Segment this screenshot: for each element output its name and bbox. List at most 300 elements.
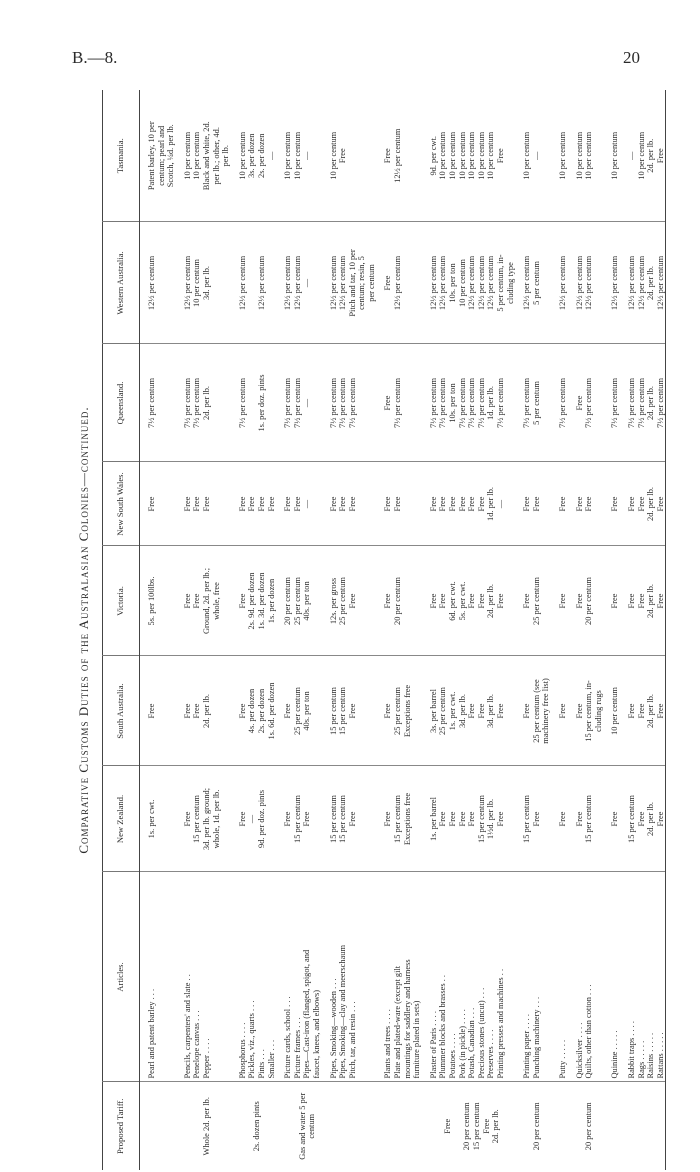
spacer-cell	[515, 656, 522, 766]
duty-value: Free	[192, 496, 202, 512]
duty-value: 12½ per centum	[438, 255, 448, 311]
spacer-cell	[422, 766, 429, 872]
spacer-cell	[515, 766, 522, 872]
duty-value: —	[266, 151, 276, 160]
table-row	[238, 90, 276, 1170]
duty-value: Free	[655, 811, 665, 827]
article-name: Picture cards, school . . .	[283, 996, 293, 1079]
table-row	[522, 90, 551, 1170]
table-row	[147, 90, 176, 1170]
spacer-cell	[276, 90, 283, 222]
spacer-cell	[276, 872, 283, 1082]
proposed-tariff-line	[453, 1086, 463, 1168]
duty-value: Free	[467, 811, 477, 827]
queensland-cell	[610, 344, 620, 462]
duty-value: 10 per centum	[292, 131, 302, 180]
duty-value	[403, 93, 413, 219]
tasmania-cell	[183, 90, 231, 222]
duty-value	[247, 226, 257, 341]
table-row	[627, 90, 666, 1170]
duty-value: Free	[237, 593, 247, 609]
queensland-cell	[522, 344, 551, 462]
duty-value: 40s. per ton	[302, 691, 312, 731]
duty-value: Free	[522, 593, 532, 609]
proposed-tariff-line	[610, 1086, 620, 1168]
south-australia-cell	[558, 656, 568, 766]
duty-value: Free	[292, 496, 302, 512]
duty-value: 1d. per lb.	[486, 386, 496, 420]
spacer-cell	[276, 344, 283, 462]
duty-value	[403, 348, 413, 459]
spacer-cell	[231, 766, 238, 872]
duty-value: 7½ per centum	[636, 378, 646, 429]
duty-value: 5s. per 100lbs.	[147, 576, 156, 626]
column-header-new-zealand: New Zealand.	[103, 766, 140, 872]
column-header-queensland: Queensland.	[103, 344, 140, 462]
duty-value: 12½ per centum	[393, 128, 403, 183]
western-australia-cell	[283, 222, 321, 344]
duty-value: 12½ per centum	[486, 255, 496, 311]
page-number: 20	[623, 48, 640, 67]
duty-value: 10 per centum	[328, 131, 338, 180]
western-australia-cell	[575, 222, 604, 344]
spacer-cell	[568, 462, 575, 546]
duty-value: Free	[574, 811, 584, 827]
duty-value: 7½ per centum	[584, 378, 594, 429]
spacer-cell	[322, 462, 329, 546]
spacer-cell	[322, 656, 329, 766]
article-name: mountings for saddlery and harness	[402, 959, 412, 1079]
new-zealand-cell	[627, 766, 666, 872]
duty-value: Free	[557, 703, 567, 719]
spacer-cell	[551, 462, 558, 546]
duty-value: Free	[655, 496, 665, 512]
new-zealand-cell	[522, 766, 551, 872]
proposed-tariff-line	[398, 1086, 408, 1168]
duty-value: —	[531, 151, 541, 160]
duty-value: 1s. 3d. per dozen	[256, 572, 266, 630]
table-row	[558, 90, 568, 1170]
duty-value: —	[302, 278, 312, 288]
south-australia-cell	[610, 656, 620, 766]
new-south-wales-cell	[558, 462, 568, 546]
group-spacer	[322, 90, 329, 1170]
spacer-cell	[422, 656, 429, 766]
article-name: Picture frames . . .	[292, 1017, 302, 1079]
duty-value: Free	[636, 703, 646, 719]
duty-value	[312, 550, 322, 653]
duty-value: Free	[383, 395, 393, 411]
article-cell	[522, 872, 551, 1082]
duty-value: 7½ per centum	[328, 378, 338, 429]
duty-value	[412, 660, 422, 763]
spacer-cell	[515, 90, 522, 222]
article-name: faucet, knees, and elbows)	[311, 989, 321, 1079]
duty-value: Patent barley, 10 per	[147, 121, 156, 191]
duty-value: per lb.	[221, 145, 231, 167]
new-south-wales-cell	[329, 462, 377, 546]
duty-value: 7½ per centum	[655, 378, 665, 429]
table-row	[429, 90, 515, 1170]
duty-value: Free	[457, 811, 467, 827]
spacer-cell	[620, 462, 627, 546]
table-row	[575, 90, 604, 1170]
duty-value: 25 per centum	[292, 687, 302, 735]
duty-value: 7½ per centum	[237, 378, 247, 429]
spacer-cell	[620, 766, 627, 872]
queensland-cell	[558, 344, 568, 462]
south-australia-cell	[329, 656, 377, 766]
south-australia-cell	[429, 656, 515, 766]
duty-value: 10 per centum	[584, 131, 594, 180]
spacer-cell	[551, 766, 558, 872]
tasmania-cell	[429, 90, 515, 222]
south-australia-cell	[383, 656, 421, 766]
duty-value: Free	[383, 811, 393, 827]
tasmania-cell	[558, 90, 568, 222]
duty-value: Free	[383, 593, 393, 609]
article-name: Pitch, tar, and resin . . .	[347, 1001, 357, 1079]
spacer-cell	[568, 656, 575, 766]
duty-value: Free	[496, 811, 505, 827]
spacer-cell	[231, 546, 238, 656]
new-south-wales-cell	[627, 462, 666, 546]
victoria-cell	[575, 546, 604, 656]
victoria-cell	[429, 546, 515, 656]
spacer-cell	[231, 462, 238, 546]
duty-value: Free	[557, 593, 567, 609]
article-name: Punching machinery . . .	[531, 996, 541, 1079]
victoria-cell	[183, 546, 231, 656]
proposed-tariff-cell	[429, 1082, 515, 1170]
duty-value: Free	[237, 811, 247, 827]
south-australia-cell	[238, 656, 276, 766]
spacer-cell	[322, 546, 329, 656]
article-cell	[558, 872, 568, 1082]
spacer-cell	[551, 222, 558, 344]
duty-value: Free	[438, 496, 448, 512]
duty-value: Free	[347, 703, 357, 719]
article-name: Potash, Canadian . . .	[467, 1007, 477, 1079]
duty-value: Free	[496, 593, 505, 609]
duty-value: 25 per centum	[338, 577, 348, 625]
duty-value: 12½ per centum	[476, 255, 486, 311]
duty-value: 4s. per dozen	[247, 688, 257, 734]
spacer-cell	[422, 872, 429, 1082]
duty-value: 7½ per centum	[557, 378, 567, 429]
duty-value: 15 per centum	[192, 795, 202, 843]
proposed-tariff-line	[157, 1086, 167, 1168]
article-name: Raisins . . . . .	[646, 1032, 656, 1079]
new-zealand-cell	[238, 766, 276, 872]
new-zealand-cell	[558, 766, 568, 872]
duty-value: Free	[457, 496, 467, 512]
group-spacer	[422, 90, 429, 1170]
spacer-cell	[176, 344, 183, 462]
rotated-table	[76, 90, 676, 1170]
queensland-cell	[429, 344, 515, 462]
proposed-tariff-line	[558, 1086, 568, 1168]
duty-value: 15 per centum	[292, 795, 302, 843]
spacer-cell	[276, 766, 283, 872]
spacer-cell	[140, 1082, 148, 1170]
duty-value: 1s. per cwt.	[448, 691, 458, 731]
spacer-cell	[322, 872, 329, 1082]
spacer-cell	[551, 546, 558, 656]
table-row	[329, 90, 377, 1170]
article-name: Pipes, Smoking—wooden . . .	[328, 978, 338, 1079]
duty-value: Free	[636, 593, 646, 609]
spacer-cell	[620, 1082, 627, 1170]
spacer-cell	[231, 344, 238, 462]
spacer-cell	[551, 344, 558, 462]
article-cell	[238, 872, 276, 1082]
duty-value: Free	[557, 496, 567, 512]
duty-value: 1s. per dozen	[266, 578, 276, 624]
duty-value: 10 per centum	[438, 131, 448, 180]
duty-value: 3d. per lb.	[457, 694, 467, 728]
queensland-cell	[329, 344, 377, 462]
queensland-cell	[383, 344, 421, 462]
duty-value: Free	[192, 703, 202, 719]
column-header-proposed-tariff: Proposed Tariff.	[103, 1082, 140, 1170]
duty-value: 7½ per centum	[292, 378, 302, 429]
spacer-cell	[140, 656, 148, 766]
spacer-cell	[603, 462, 610, 546]
duty-value: 7½ per centum	[428, 378, 438, 429]
spacer-cell	[551, 656, 558, 766]
duty-value: Free	[192, 593, 202, 609]
article-name: Pickles, viz., quarts . . .	[247, 1000, 257, 1079]
duty-value: 10 per centum	[636, 131, 646, 180]
duty-value	[412, 466, 422, 543]
western-australia-cell	[383, 222, 421, 344]
spacer-cell	[568, 90, 575, 222]
spacer-cell	[231, 872, 238, 1082]
spacer-cell	[422, 1082, 429, 1170]
duty-value: 15 per centum	[476, 795, 486, 843]
duty-value: Free	[467, 496, 477, 512]
proposed-tariff-cell	[575, 1082, 604, 1170]
western-australia-cell	[238, 222, 276, 344]
duty-value: 1d. per lb.	[486, 487, 496, 521]
western-australia-cell	[558, 222, 568, 344]
duty-value	[247, 348, 257, 459]
new-zealand-cell	[383, 766, 421, 872]
article-name: Plants and trees . . . .	[383, 1009, 393, 1079]
duty-value: Free	[428, 496, 438, 512]
duty-value: 10 per centum	[457, 131, 467, 180]
page-header	[72, 48, 640, 78]
spacer-cell	[176, 656, 183, 766]
south-australia-cell	[283, 656, 321, 766]
proposed-tariff-line: Free	[481, 1118, 491, 1134]
duty-value: Free	[256, 496, 266, 512]
column-header-articles: Articles.	[103, 872, 140, 1082]
victoria-cell	[147, 546, 176, 656]
duty-value: 25 per centum	[531, 577, 541, 625]
duty-value: 1s. per cwt.	[147, 799, 156, 839]
queensland-cell	[575, 344, 604, 462]
group-spacer	[620, 90, 627, 1170]
south-australia-cell	[627, 656, 666, 766]
duty-value: 10 per centum	[476, 131, 486, 180]
spacer-cell	[515, 462, 522, 546]
victoria-cell	[558, 546, 568, 656]
duty-value	[267, 226, 277, 341]
spacer-cell	[603, 90, 610, 222]
spacer-cell	[140, 344, 148, 462]
spacer-cell	[620, 872, 627, 1082]
spacer-cell	[603, 546, 610, 656]
column-header-tasmania: Tasmania.	[103, 90, 140, 222]
duty-value: —	[302, 151, 312, 160]
duty-value: 40s. per ton	[302, 581, 312, 621]
proposed-tariff-line: 20 per centum	[584, 1102, 594, 1151]
victoria-cell	[329, 546, 377, 656]
duty-value: 7½ per centum	[192, 378, 202, 429]
duty-value: Free	[383, 703, 393, 719]
duty-value: Free	[522, 703, 532, 719]
article-cell	[610, 872, 620, 1082]
duty-value: 6d. per cwt.	[448, 581, 458, 621]
victoria-cell	[283, 546, 321, 656]
duty-value: 25 per centum	[393, 687, 403, 735]
spacer-cell	[140, 766, 148, 872]
spacer-cell	[568, 546, 575, 656]
spacer-cell	[276, 546, 283, 656]
duty-value: Free	[574, 395, 584, 411]
duty-value: 7½ per centum	[347, 378, 357, 429]
spacer-cell	[422, 90, 429, 222]
duty-value: 3d. per lb. ground;	[201, 787, 211, 851]
duty-value: centum; pearl and	[156, 125, 166, 186]
table-row	[610, 90, 620, 1170]
group-spacer	[551, 90, 558, 1170]
spacer-cell	[620, 656, 627, 766]
article-name: Rags . . . . .	[636, 1040, 646, 1079]
duty-value	[312, 660, 322, 763]
duty-value: 12½ per centum	[557, 255, 567, 311]
duty-value: Free	[182, 496, 192, 512]
article-cell	[147, 872, 176, 1082]
duty-value: 2d. per lb.	[646, 694, 656, 728]
column-header-victoria: Victoria.	[103, 546, 140, 656]
article-name: Penelope canvas . . .	[192, 1010, 202, 1079]
duty-value: 1s. per doz. pints	[256, 374, 266, 432]
new-south-wales-cell	[383, 462, 421, 546]
western-australia-cell	[522, 222, 551, 344]
proposed-tariff-cell	[238, 1082, 276, 1170]
duty-value: Free	[383, 275, 393, 291]
duty-value: 12½ per centum	[467, 255, 477, 311]
tasmania-cell	[627, 90, 666, 222]
spacer-cell	[422, 462, 429, 546]
victoria-cell	[627, 546, 666, 656]
proposed-tariff-cell	[558, 1082, 568, 1170]
spacer-cell	[231, 90, 238, 222]
duty-value: 25 per centum (see	[531, 679, 541, 743]
article-name: Pork (in pickle) . . . .	[457, 1009, 467, 1079]
spacer-cell	[322, 1082, 329, 1170]
tasmania-cell	[147, 90, 176, 222]
duty-value: 5s. per cwt.	[457, 581, 467, 621]
duty-value: Free	[610, 593, 620, 609]
duty-value: Free	[283, 703, 293, 719]
duty-value: Free	[182, 593, 192, 609]
duty-value: 10 per centum	[448, 131, 458, 180]
duty-value: Free	[610, 811, 620, 827]
article-name: Potatoes . . . .	[448, 1033, 458, 1079]
duty-value: 3s. per dozen	[247, 133, 257, 178]
spacer-cell	[515, 222, 522, 344]
queensland-cell	[147, 344, 176, 462]
spacer-cell	[603, 1082, 610, 1170]
duty-value: 25 per centum	[292, 577, 302, 625]
duty-value: Free	[522, 496, 532, 512]
duty-value: Free	[283, 496, 293, 512]
new-zealand-cell	[329, 766, 377, 872]
duty-value: Free	[448, 496, 458, 512]
duty-value: per lb.; other, 4d.	[211, 127, 221, 185]
duty-value: 2s. per dozen	[256, 133, 266, 178]
article-name: Quilts, other than cotton . . .	[584, 984, 594, 1079]
group-spacer	[603, 90, 610, 1170]
proposed-tariff-cell	[383, 1082, 421, 1170]
spacer-cell	[176, 546, 183, 656]
article-name: Phosphorus . . . .	[237, 1022, 247, 1079]
group-spacer	[515, 90, 522, 1170]
spacer-cell	[276, 222, 283, 344]
spacer-cell	[140, 90, 148, 222]
article-name: Quinine . . . . .	[610, 1030, 620, 1079]
article-name: Preserves . . . .	[486, 1029, 496, 1079]
duty-value: Free	[476, 703, 486, 719]
duty-value: Free	[237, 703, 247, 719]
new-south-wales-cell	[522, 462, 551, 546]
proposed-tariff-cell	[610, 1082, 620, 1170]
duty-value: 7½ per centum	[496, 378, 505, 429]
proposed-tariff-line: 2d. per lb.	[491, 1109, 501, 1144]
duty-value: 7½ per centum	[522, 378, 532, 429]
spacer-cell	[551, 1082, 558, 1170]
table-title: Comparative Customs Duties of the Australasian Colonies—continued.	[76, 406, 91, 854]
duty-value: Free	[467, 593, 477, 609]
western-australia-cell	[183, 222, 231, 344]
duty-value: 7½ per centum	[182, 378, 192, 429]
duty-value: Free	[393, 496, 403, 512]
duty-value: 3d. per lb.	[201, 266, 211, 300]
duty-value: Free	[655, 703, 665, 719]
spacer-cell	[376, 656, 383, 766]
duty-value: Free	[636, 496, 646, 512]
duty-value: whole, free	[211, 582, 221, 620]
spacer-cell	[376, 462, 383, 546]
article-cell	[283, 872, 321, 1082]
new-south-wales-cell	[429, 462, 515, 546]
article-name: Pints . . .	[256, 1049, 266, 1079]
duty-value: —	[302, 398, 312, 408]
new-zealand-cell	[147, 766, 176, 872]
duty-value	[312, 770, 322, 869]
duty-value: Free	[584, 496, 594, 512]
duty-value: 7½ per centum	[476, 378, 486, 429]
duty-value: 3s. per barrel	[428, 689, 438, 733]
duty-value: Free	[655, 148, 665, 164]
spacer-cell	[176, 90, 183, 222]
duty-value: Free	[283, 811, 293, 827]
spacer-cell	[603, 766, 610, 872]
